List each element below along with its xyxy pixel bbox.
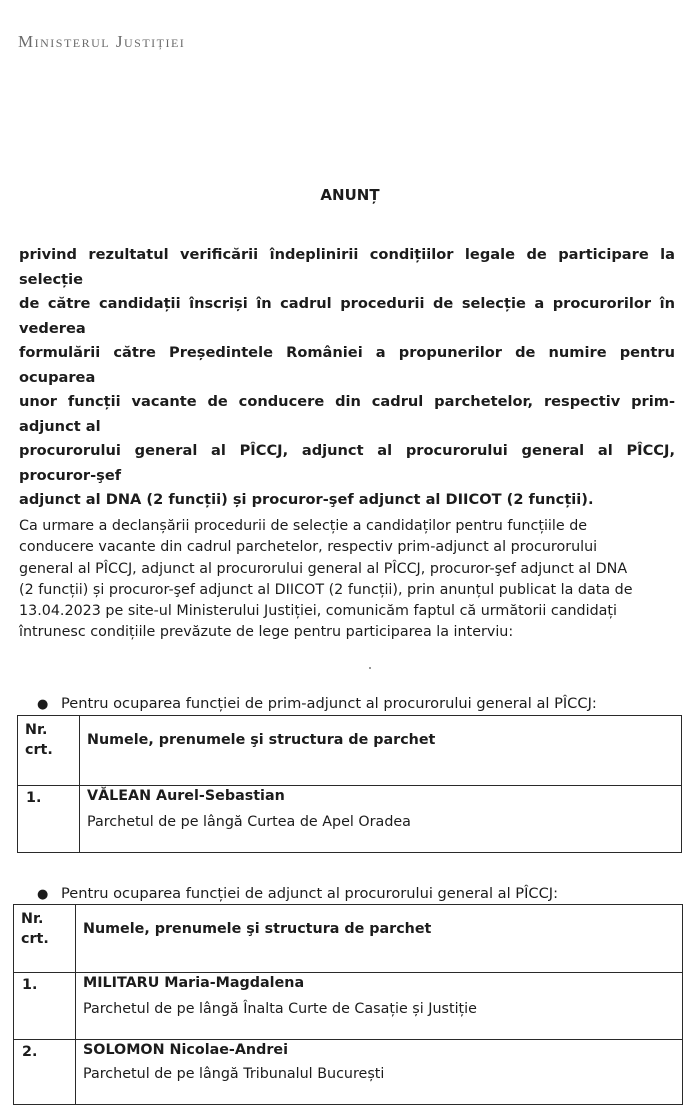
candidate-structure: Parchetul de pe lângă Tribunalul București (83, 1066, 385, 1082)
candidate-cell (80, 786, 682, 853)
candidate-cell (76, 973, 683, 1040)
header-name-cell: Numele, prenumele şi structura de parchet (80, 716, 682, 786)
header-nr-label: Nr. (25, 722, 48, 738)
section-heading-adjunct (21, 885, 558, 902)
header-crt-label: crt. (25, 742, 53, 758)
table-row (18, 786, 682, 853)
subject-line: procurorului general al PÎCCJ, adjunct al procurorului general al PÎCCJ, procuror-şef (19, 442, 675, 484)
candidates-table-adjunct (13, 904, 683, 1105)
body-line: 13.04.2023 pe site-ul Ministerului Justiției, comunicăm faptul că următorii candidați (19, 603, 617, 620)
table-header-row (14, 905, 683, 973)
table-row (14, 1040, 683, 1105)
header-nr-cell (18, 716, 80, 786)
header-crt-label: crt. (21, 931, 49, 947)
candidate-cell (76, 1040, 683, 1105)
candidate-structure: Parchetul de pe lângă Curtea de Apel Oradea (87, 814, 411, 830)
document-title: ANUNȚ (320, 186, 380, 204)
body-line: întrunesc condițiile prevăzute de lege pentru participarea la interviu: (19, 624, 514, 641)
subject-line: privind rezultatul verificării îndeplinirii condițiilor legale de participare la selecție (19, 246, 675, 288)
body-line: Ca urmare a declanșării procedurii de selecție a candidaților pentru funcțiile de (19, 518, 588, 534)
candidate-name: VĂLEAN Aurel-Sebastian (87, 788, 285, 804)
bullet-icon: ● (37, 697, 49, 712)
row-number: 1. (18, 786, 80, 853)
body-line: general al PÎCCJ, adjunct al procurorului general al PÎCCJ, procuror-şef adjunct al DNA (19, 560, 628, 577)
bullet-icon: ● (37, 887, 49, 902)
ministry-header: Ministerul Justiției (18, 32, 186, 51)
candidate-name: SOLOMON Nicolae-Andrei (83, 1042, 288, 1058)
subject-line: de către candidații înscriși în cadrul procedurii de selecție a procurorilor în vederea (19, 295, 675, 337)
announcement-subject (19, 243, 675, 513)
table-row (14, 973, 683, 1040)
body-line: (2 funcții) și procuror-şef adjunct al DIICOT (2 funcții), prin anunțul publicat la data de (19, 581, 633, 598)
subject-line: unor funcții vacante de conducere din cadrul parchetelor, respectiv prim-adjunct al (19, 393, 675, 435)
candidates-table-prim-adjunct (17, 715, 682, 853)
candidate-name: MILITARU Maria-Magdalena (83, 975, 305, 991)
header-name-cell: Numele, prenumele şi structura de parchet (76, 905, 683, 973)
header-nr-cell (14, 905, 76, 973)
section-heading-prim-adjunct (21, 695, 597, 712)
candidate-structure: Parchetul de pe lângă Înalta Curte de Casație și Justiție (83, 1001, 477, 1017)
body-paragraph (19, 516, 683, 644)
subject-line: formulării către Președintele României a propunerilor de numire pentru ocuparea (19, 344, 675, 386)
row-number: 1. (14, 973, 76, 1040)
section-heading-text: Pentru ocuparea funcției de adjunct al procurorului general al PÎCCJ: (61, 885, 558, 902)
body-line: conducere vacante din cadrul parchetelor, respectiv prim-adjunct al procurorului (19, 539, 598, 556)
subject-line: adjunct al DNA (2 funcții) și procuror-şef adjunct al DIICOT (2 funcții). (19, 491, 594, 508)
header-nr-label: Nr. (21, 911, 44, 927)
table-header-row (18, 716, 682, 786)
scan-speck (369, 667, 371, 669)
row-number: 2. (14, 1040, 76, 1105)
section-heading-text: Pentru ocuparea funcției de prim-adjunct al procurorului general al PÎCCJ: (61, 695, 597, 712)
